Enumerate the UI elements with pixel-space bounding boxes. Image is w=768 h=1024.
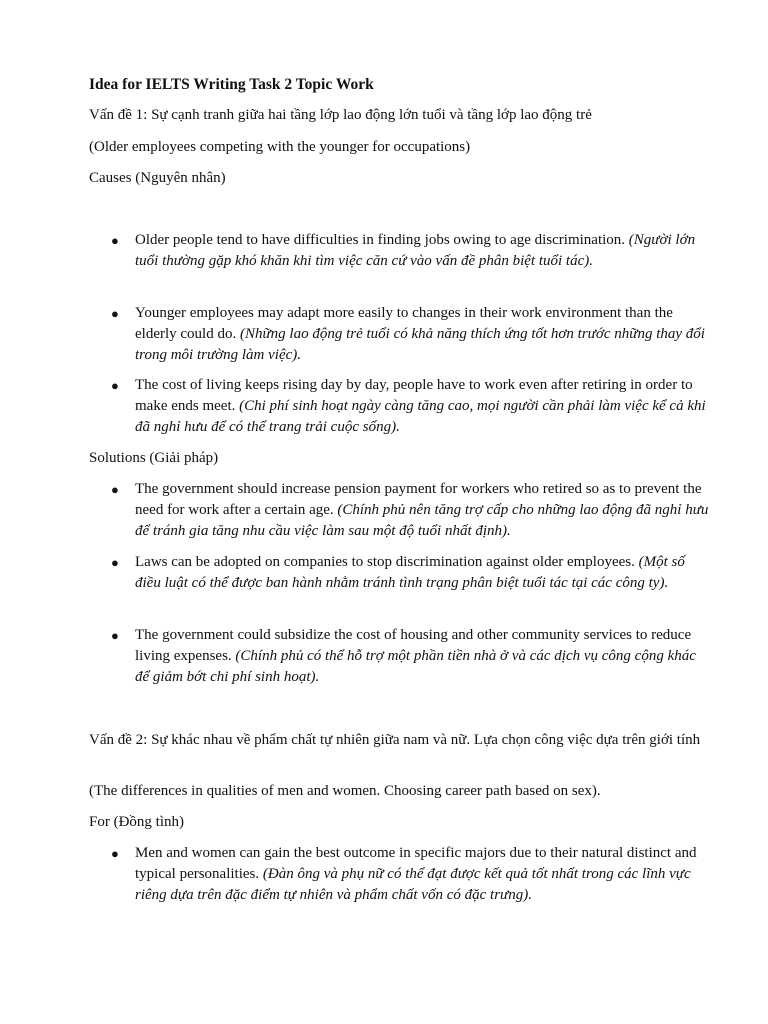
solution-en: The government could subsidize the cost of housing and other community services to reduce living expenses. <box>135 627 692 664</box>
bullet-icon: ● <box>111 378 119 393</box>
for-heading: For (Đồng tình) <box>89 814 184 830</box>
for-vi: (Đàn ông và phụ nữ có thể đạt được kết quả tốt nhất trong các lĩnh vực riêng dựa trên đặc điểm tự nhiên và phẩm chất vốn có đặc trưng). <box>135 866 691 903</box>
cause-vi: (Chi phí sinh hoạt ngày càng tăng cao, mọi người cần phải làm việc kể cả khi đã nghỉ hưu để có thể trang trải cuộc sống). <box>135 398 706 435</box>
solution-vi: (Chính phủ nên tăng trợ cấp cho những lao động đã nghỉ hưu để tránh gia tăng nhu cầu việc làm sau một độ tuổi nhất định). <box>135 502 709 539</box>
bullet-icon: ● <box>111 233 119 248</box>
issue-2-heading: Vấn đề 2: Sự khác nhau về phẩm chất tự nhiên giữa nam và nữ. Lựa chọn công việc dựa trên giới tính <box>89 732 701 748</box>
solution-en: Laws can be adopted on companies to stop discrimination against older employees. <box>135 554 635 570</box>
solution-vi: (Một số điều luật có thể được ban hành nhằm tránh tình trạng phân biệt tuổi tác tại các công ty). <box>135 554 685 591</box>
solution-vi: (Chính phủ có thể hỗ trợ một phần tiền nhà ở và các dịch vụ công cộng khác để giảm bớt chi phí sinh hoạt). <box>135 648 696 685</box>
cause-vi: (Những lao động trẻ tuổi có khả năng thích ứng tốt hơn trước những thay đổi trong môi trường làm việc). <box>135 326 705 363</box>
issue-2-english: (The differences in qualities of men and women. Choosing career path based on sex). <box>89 783 601 799</box>
cause-en: Younger employees may adapt more easily to changes in their work environment than the elderly could do. <box>135 305 673 342</box>
bullet-icon: ● <box>111 482 119 497</box>
cause-en: Older people tend to have difficulties in finding jobs owing to age discrimination. <box>135 232 626 248</box>
bullet-icon: ● <box>111 846 119 861</box>
cause-vi: (Người lớn tuổi thường gặp khó khăn khi tìm việc căn cứ vào vấn đề phân biệt tuổi tác). <box>135 232 696 269</box>
bullet-icon: ● <box>111 555 119 570</box>
for-en: Men and women can gain the best outcome in specific majors due to their natural distinct and typical personalities. <box>135 845 697 882</box>
bullet-icon: ● <box>111 628 119 643</box>
cause-en: The cost of living keeps rising day by day, people have to work even after retiring in order to make ends meet. <box>135 377 693 414</box>
issue-1-heading: Vấn đề 1: Sự cạnh tranh giữa hai tầng lớp lao động lớn tuổi và tầng lớp lao động trẻ <box>89 107 592 123</box>
solution-en: The government should increase pension payment for workers who retired so as to prevent the need for work after a certain age. <box>135 481 702 518</box>
document-title: Idea for IELTS Writing Task 2 Topic Work <box>89 76 374 93</box>
causes-heading: Causes (Nguyên nhân) <box>89 170 226 186</box>
solutions-heading: Solutions (Giải pháp) <box>89 450 219 466</box>
bullet-icon: ● <box>111 306 119 321</box>
issue-1-english: (Older employees competing with the younger for occupations) <box>89 139 471 155</box>
